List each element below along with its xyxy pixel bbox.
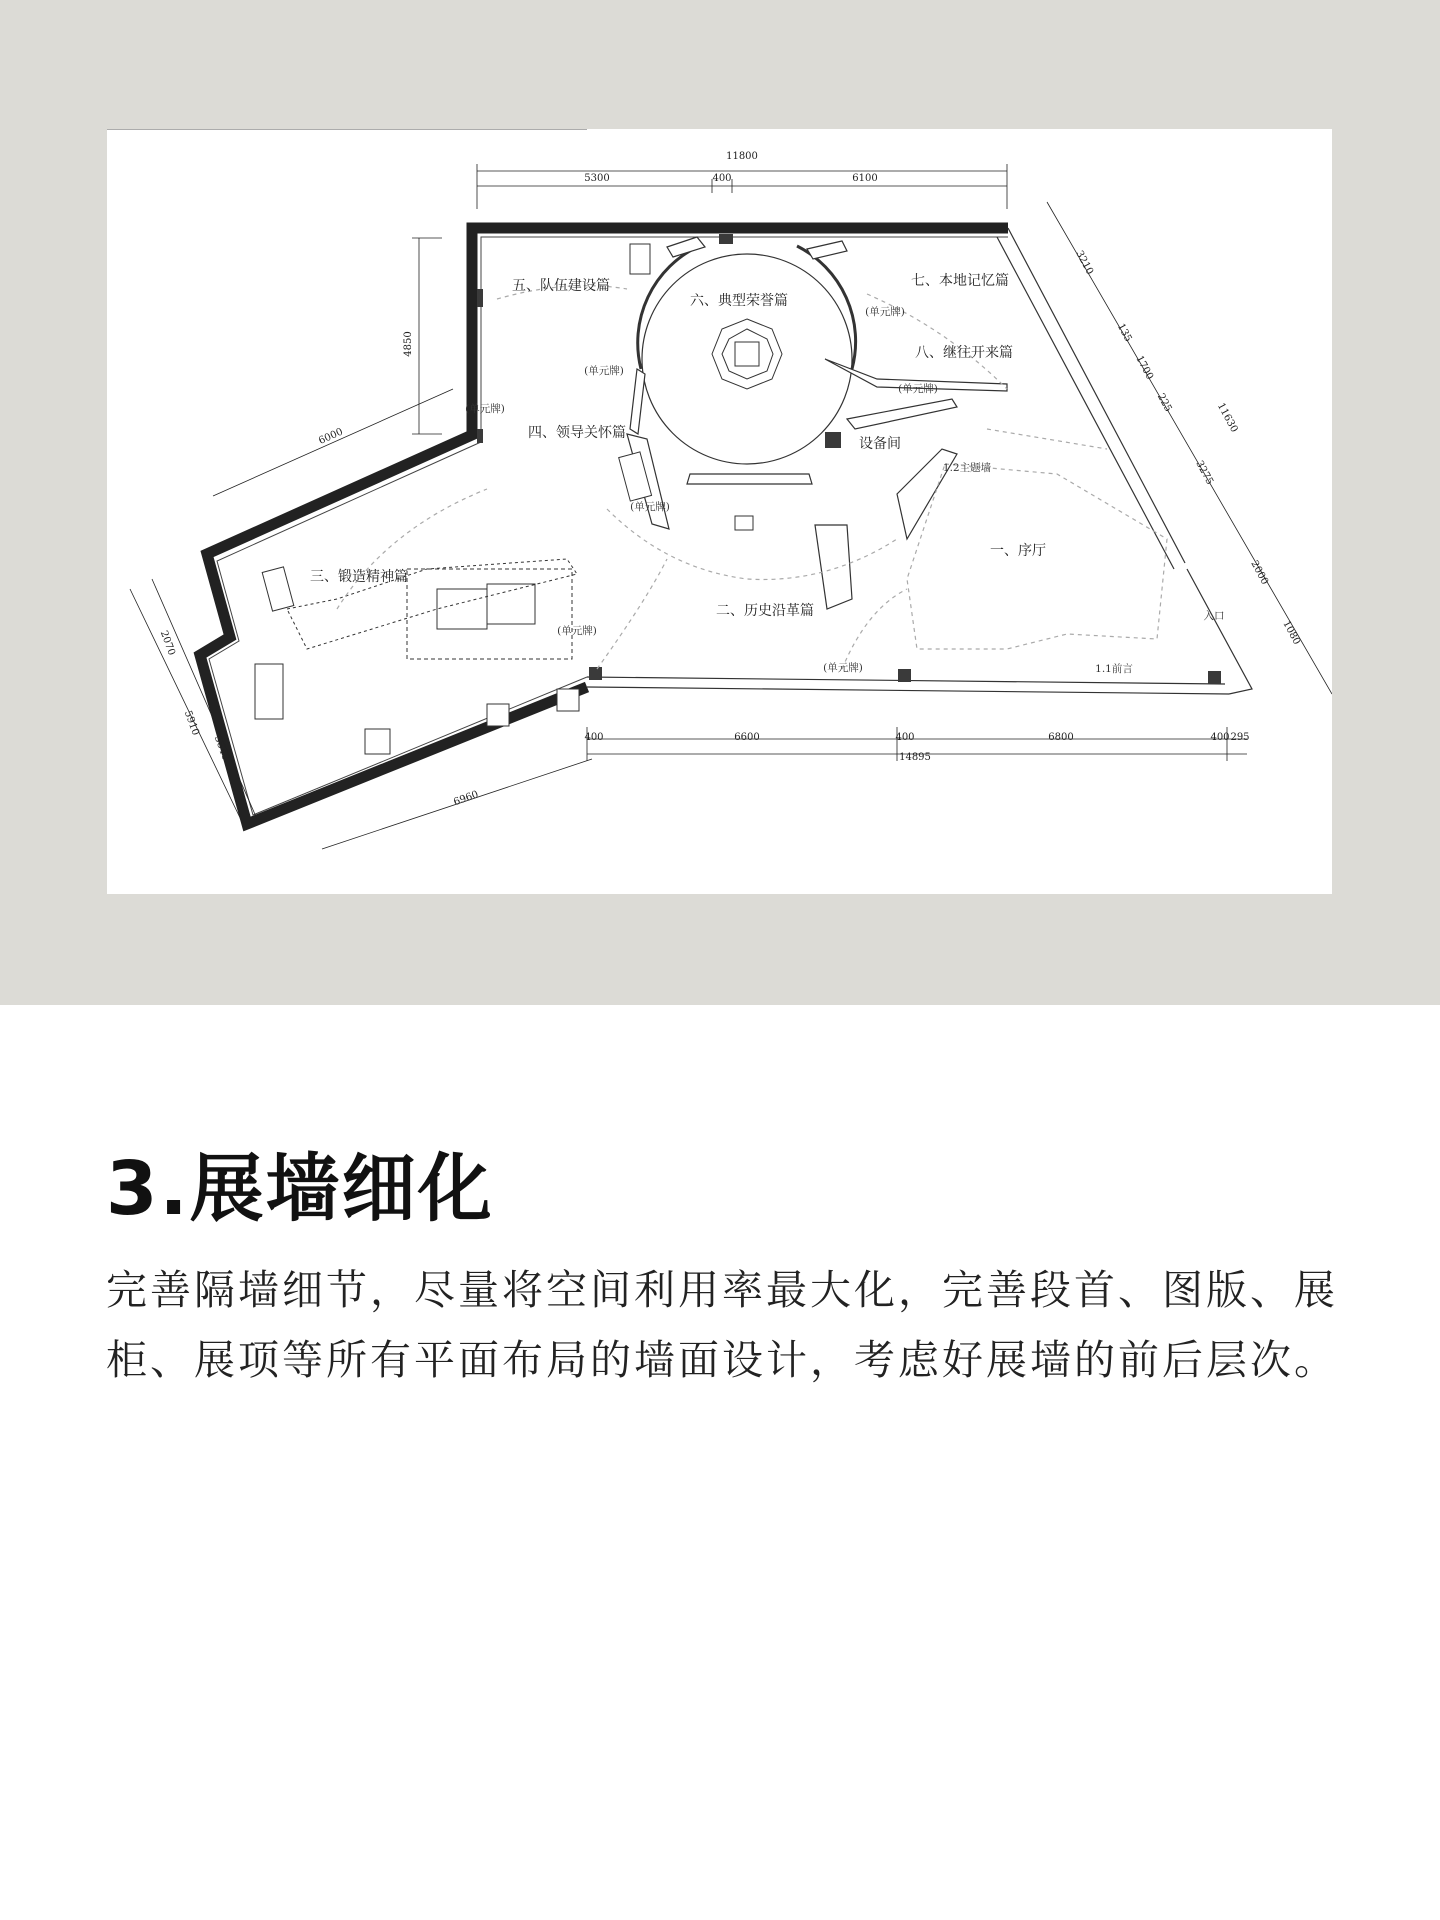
- dim-bottom-a: 400: [584, 732, 604, 743]
- dim-bottom-left: 6960: [452, 789, 480, 809]
- dim-right-total: 11630: [1214, 401, 1240, 435]
- entrance-label: 入口: [1203, 610, 1225, 622]
- unit-sign-label: (单元牌): [557, 625, 597, 637]
- dim-diag-upper: 6000: [317, 426, 345, 447]
- dim-top-c: 6100: [852, 173, 878, 184]
- unit-sign-label: (单元牌): [898, 383, 938, 395]
- dim-right-d: 225: [1154, 391, 1174, 414]
- dim-bottom-e: 400: [1210, 732, 1230, 743]
- room-label-2: 二、历史沿革篇: [716, 603, 814, 619]
- floor-plan-card: [107, 129, 1332, 894]
- rotunda: [638, 246, 856, 464]
- room-label-1: 一、序厅: [990, 543, 1046, 559]
- dim-right-e: 3275: [1193, 459, 1216, 487]
- dim-right-b: 135: [1114, 321, 1134, 344]
- dim-left-lower-c: 3840: [211, 734, 231, 762]
- dim-left-lower-a: 2070: [157, 629, 177, 657]
- dim-top-a: 5300: [584, 173, 610, 184]
- section-description: 完善隔墙细节，尽量将空间利用率最大化，完善段首、图版、展柜、展项等所有平面布局的墙面设计，考虑好展墙的前后层次。: [106, 1266, 1338, 1384]
- room-label-7: 七、本地记忆篇: [911, 273, 1009, 289]
- room-label-8: 八、继往开来篇: [915, 345, 1013, 361]
- dim-right-c: 1700: [1133, 354, 1156, 382]
- room-label-equipment: 设备间: [859, 436, 901, 452]
- unit-sign-label: (单元牌): [823, 662, 863, 674]
- main-wall-label: 1.2主题墙: [942, 462, 992, 474]
- section-title: 3.展墙细化: [106, 1146, 494, 1232]
- dim-bottom-d: 6800: [1048, 732, 1074, 743]
- dim-bottom-c: 400: [895, 732, 915, 743]
- unit-sign-label: (单元牌): [630, 501, 670, 513]
- unit-sign-label: (单元牌): [584, 365, 624, 377]
- dim-bottom-total: 14895: [899, 752, 931, 763]
- room-label-6: 六、典型荣誉篇: [690, 293, 788, 309]
- dim-left-lower-b: 5910: [181, 709, 201, 737]
- room-label-5: 五、队伍建设篇: [512, 278, 610, 294]
- dim-bottom-b: 6600: [734, 732, 760, 743]
- dim-right-f: 2000: [1248, 559, 1271, 587]
- room-label-3: 三、锻造精神篇: [310, 569, 408, 585]
- exterior-wall-inner-line: [209, 237, 1008, 815]
- interior-partitions: [627, 237, 1007, 609]
- dim-top-total: 11800: [726, 151, 758, 162]
- unit-sign-label: (单元牌): [865, 306, 905, 318]
- preface-label: 1.1前言: [1095, 663, 1133, 675]
- dim-bottom-f: 295: [1230, 732, 1250, 743]
- unit-sign-label: (单元牌): [465, 403, 505, 415]
- dim-right-a: 3210: [1073, 249, 1096, 277]
- dim-top-b: 400: [712, 173, 732, 184]
- exterior-double-wall: [587, 228, 1252, 694]
- floor-plan-drawing: [107, 129, 1332, 894]
- dim-left-upper: 4850: [403, 331, 414, 357]
- room-label-4: 四、领导关怀篇: [528, 425, 626, 441]
- dim-right-g: 1080: [1280, 619, 1303, 647]
